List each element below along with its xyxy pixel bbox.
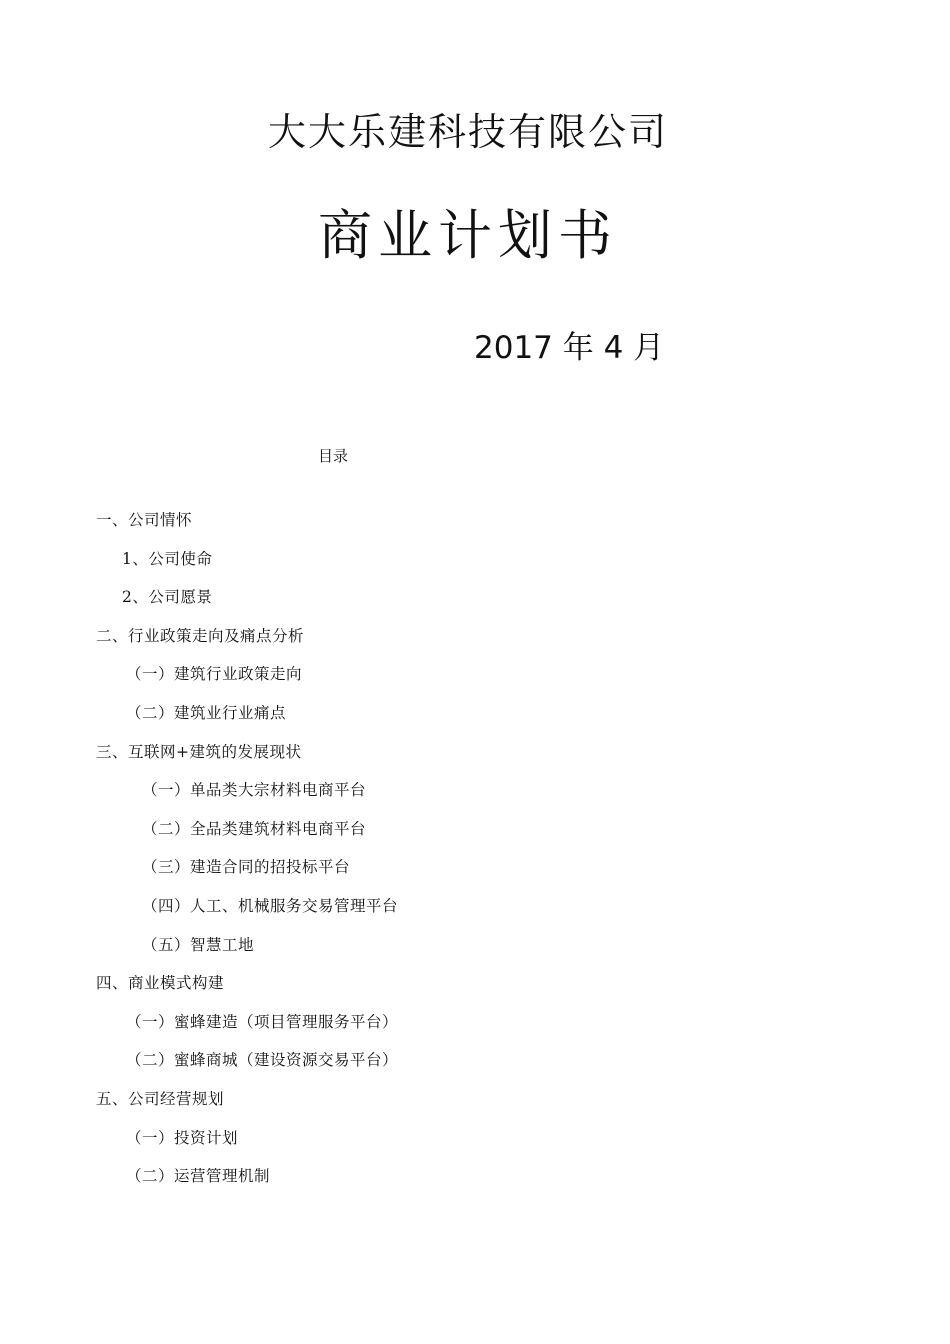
toc-item: （一）投资计划: [126, 1128, 239, 1147]
document-title: 商业计划书: [318, 204, 618, 267]
toc-item: 五、公司经营规划: [96, 1089, 225, 1108]
toc-item: 二、行业政策走向及痛点分析: [96, 626, 305, 645]
company-name: 大大乐建科技有限公司: [267, 110, 668, 154]
toc-item: （三）建造合同的招投标平台: [142, 858, 351, 877]
toc-item: 四、商业模式构建: [96, 974, 225, 993]
toc-item: 2、公司愿景: [122, 588, 213, 607]
toc-item: （四）人工、机械服务交易管理平台: [142, 896, 399, 915]
toc-item: （一）建筑行业政策走向: [126, 665, 303, 684]
toc-item: 一、公司情怀: [96, 511, 193, 529]
toc-item: （二）建筑业行业痛点: [126, 703, 287, 722]
toc-heading: 目录: [318, 447, 349, 465]
toc-item: （一）蜜蜂建造（项目管理服务平台）: [126, 1012, 399, 1031]
toc-item: （二）运营管理机制: [126, 1167, 271, 1186]
toc-item: 三、互联网+建筑的发展现状: [96, 742, 302, 761]
toc-item: 1、公司使命: [122, 549, 213, 568]
toc-item: （五）智慧工地: [142, 935, 255, 954]
toc-item: （二）蜜蜂商城（建设资源交易平台）: [126, 1051, 399, 1070]
table-of-contents: [0, 508, 398, 1203]
toc-item: （一）单品类大宗材料电商平台: [142, 781, 367, 800]
toc-item: （二）全品类建筑材料电商平台: [142, 819, 367, 838]
document-date: 2017 年 4 月: [474, 330, 665, 366]
